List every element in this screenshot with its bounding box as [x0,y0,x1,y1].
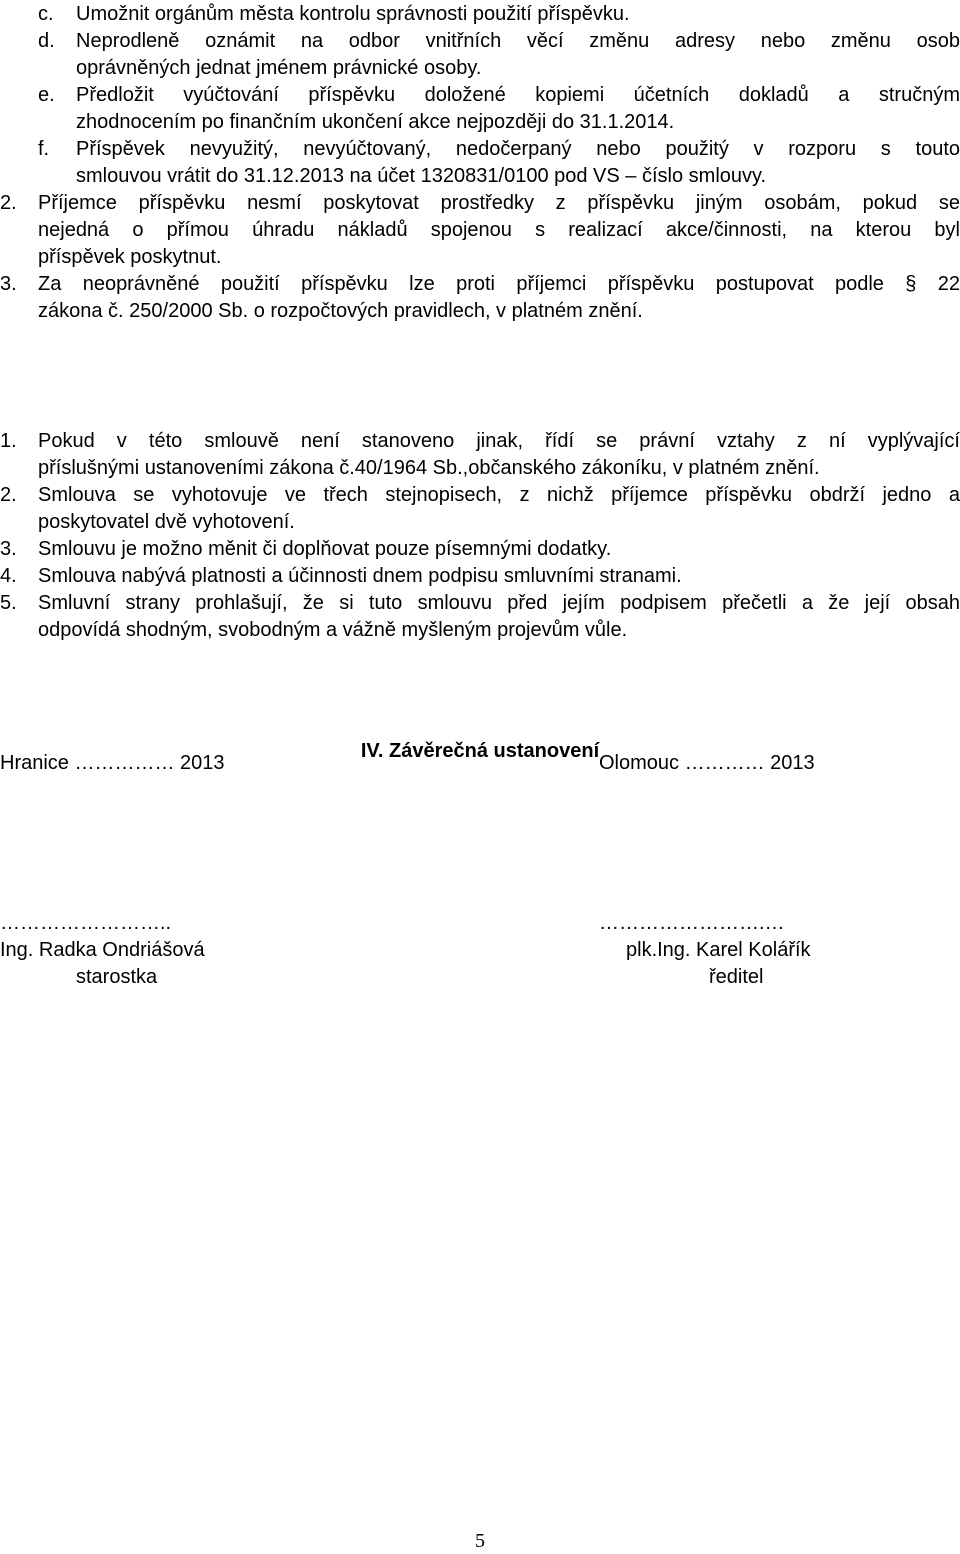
signatory-name-right: plk.Ing. Karel Kolářík [626,939,811,961]
item-text: příslušnými ustanoveními zákona č.40/1964 Sb.,občanského zákoníku, v platném znění. [38,457,820,479]
item-text: oprávněných jednat jménem právnické osoby. [76,57,482,79]
item-text: Umožnit orgánům města kontrolu správnosti použití příspěvku. [76,3,630,25]
item-text: Smlouva nabývá platnosti a účinnosti dnem podpisu smluvními stranami. [38,565,682,587]
item-text: zhodnocením po finančním ukončení akce nejpozději do 31.1.2014. [76,111,675,133]
signatory-role-right: ředitel [709,966,764,988]
item-label: 3. [0,538,17,560]
item-label: 2. [0,484,17,506]
item-text: Smluvní strany prohlašují, že si tuto smlouvu před jejím podpisem přečetli a že její obsah [38,592,960,614]
item-label: 1. [0,430,17,452]
item-label: f. [38,138,50,160]
signature-line-left: …………………….. [0,912,172,934]
item-label: 3. [0,273,17,295]
item-text: příspěvek poskytnut. [38,246,222,268]
place-date-right: Olomouc ………… 2013 [599,752,815,774]
item-text: Smlouvu je možno měnit či doplňovat pouze písemnými dodatky. [38,538,612,560]
item-label: 2. [0,192,17,214]
item-text: Pokud v této smlouvě není stanoveno jinak, řídí se právní vztahy z ní vyplývající [38,430,960,452]
item-text: poskytovatel dvě vyhotovení. [38,511,295,533]
item-text: Předložit vyúčtování příspěvku doložené kopiemi účetních dokladů a stručným [76,84,960,106]
item-text: Za neoprávněné použití příspěvku lze proti příjemci příspěvku postupovat podle § 22 [38,273,960,295]
item-text: odpovídá shodným, svobodným a vážně myšleným projevům vůle. [38,619,628,641]
item-label: 5. [0,592,17,614]
item-text: Smlouva se vyhotovuje ve třech stejnopisech, z nichž příjemce příspěvku obdrží jedno a [38,484,960,506]
item-text: nejedná o přímou úhradu nákladů spojenou s realizací akce/činnosti, na kterou byl [38,219,960,241]
item-label: d. [38,30,55,52]
section-heading: IV. Závěrečná ustanovení [360,740,600,762]
item-text: Neprodleně oznámit na odbor vnitřních věcí změnu adresy nebo změnu osob [76,30,960,52]
signatory-role-left: starostka [76,966,158,988]
page-number: 5 [475,1530,485,1552]
signature-line-right: …………………….… [599,912,785,934]
item-label: e. [38,84,55,106]
signatory-name-left: Ing. Radka Ondriášová [0,939,205,961]
item-text: Příjemce příspěvku nesmí poskytovat prostředky z příspěvku jiným osobám, pokud se [38,192,960,214]
item-label: c. [38,3,54,25]
item-text: smlouvou vrátit do 31.12.2013 na účet 1320831/0100 pod VS – číslo smlouvy. [76,165,767,187]
item-label: 4. [0,565,17,587]
item-text: zákona č. 250/2000 Sb. o rozpočtových pravidlech, v platném znění. [38,300,643,322]
item-text: Příspěvek nevyužitý, nevyúčtovaný, nedočerpaný nebo použitý v rozporu s touto [76,138,960,160]
place-date-left: Hranice …………… 2013 [0,752,225,774]
